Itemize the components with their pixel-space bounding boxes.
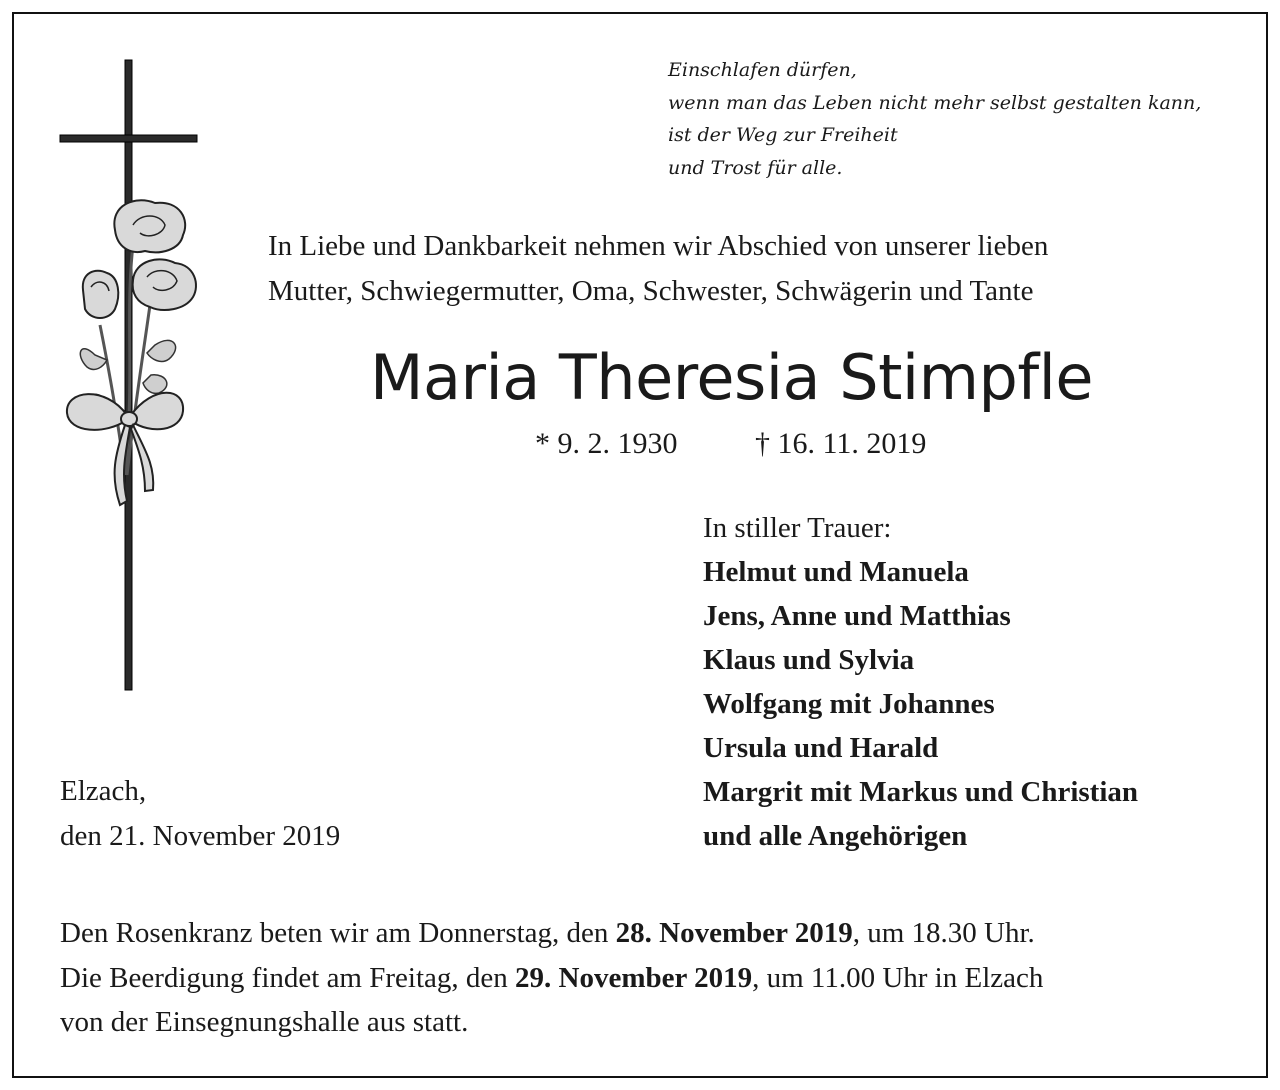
death-date: † 16. 11. 2019 [755,427,927,460]
place-and-date [60,769,340,859]
mourners-list [703,550,1138,858]
mourner-entry: Margrit mit Markus und Christian [703,776,1138,808]
burial-date: 29. November 2019 [515,961,753,994]
location-line: von der Einsegnungshalle aus statt. [60,1006,469,1038]
deceased-name: Maria Theresia Stimpfle [370,341,1094,414]
mourner-entry: Helmut und Manuela [703,556,969,588]
mourners-heading: In stiller Trauer: [703,512,892,544]
mourner-entry: Ursula und Harald [703,732,939,764]
poem-line: und Trost für alle. [668,156,843,179]
burial-time: , um 11.00 Uhr in Elzach [752,961,1044,994]
life-dates [535,424,926,464]
rosary-text: Den Rosenkranz beten wir am Donnerstag, den [60,917,616,949]
mourner-entry: und alle Angehörigen [703,820,968,852]
mourner-entry: Jens, Anne und Matthias [703,600,1011,632]
date-line: den 21. November 2019 [60,820,341,852]
intro-text [268,224,1048,314]
mourners-block [703,506,1138,858]
rosary-line [60,911,1043,956]
cross-with-roses-icon [55,55,205,695]
mourner-entry: Wolfgang mit Johannes [703,688,995,720]
intro-line: Mutter, Schwiegermutter, Oma, Schwester, Schwägerin und Tante [268,275,1034,307]
mourner-entry: Klaus und Sylvia [703,644,915,676]
poem [668,54,1201,184]
burial-text: Die Beerdigung findet am Freitag, den [60,961,516,994]
rosary-time: , um 18.30 Uhr. [852,917,1035,949]
birth-date: * 9. 2. 1930 [535,427,678,460]
rosary-date: 28. November 2019 [615,917,853,949]
poem-line: wenn man das Leben nicht mehr selbst gestalten kann, [668,91,1202,114]
service-info [60,911,1043,1045]
poem-line: ist der Weg zur Freiheit [668,124,898,146]
poem-line: Einschlafen dürfen, [668,59,857,81]
intro-line: In Liebe und Dankbarkeit nehmen wir Abschied von unserer lieben [268,230,1049,262]
place: Elzach, [60,775,147,807]
burial-line [60,956,1043,1001]
